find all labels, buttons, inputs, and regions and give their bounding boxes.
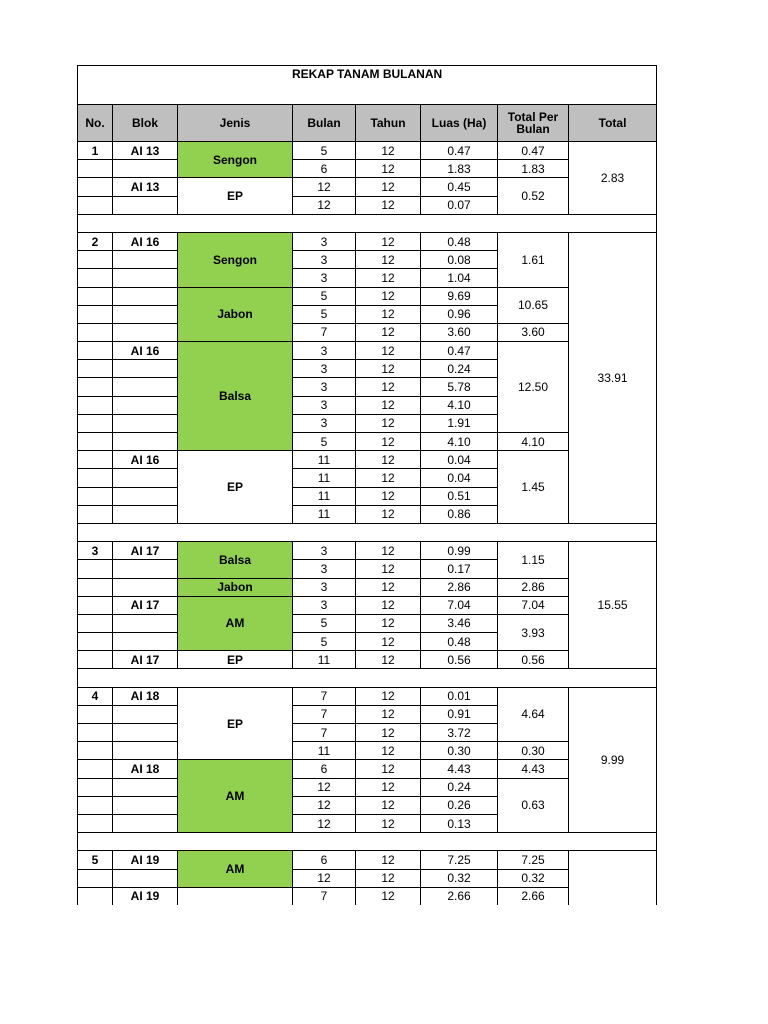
cell-blok: AI 16: [113, 342, 178, 360]
cell-bulan: 11: [293, 651, 356, 669]
cell-blok: [113, 742, 178, 760]
cell-blok: AI 16: [113, 232, 178, 250]
cell-total: 15.55: [569, 542, 657, 669]
cell-bulan: 6: [293, 160, 356, 178]
cell-luas: 1.91: [421, 414, 498, 432]
cell-no: [78, 633, 113, 651]
cell-no: [78, 160, 113, 178]
cell-no: [78, 814, 113, 832]
cell-tahun: 12: [356, 778, 421, 796]
cell-blok: [113, 433, 178, 451]
cell-blok: [113, 633, 178, 651]
cell-blok: [113, 360, 178, 378]
cell-no: [78, 560, 113, 578]
cell-no: [78, 887, 113, 905]
cell-bulan: 12: [293, 796, 356, 814]
cell-blok: AI 17: [113, 651, 178, 669]
cell-tahun: 12: [356, 578, 421, 596]
cell-luas: 0.08: [421, 251, 498, 269]
cell-luas: 0.30: [421, 742, 498, 760]
cell-blok: AI 19: [113, 851, 178, 869]
table-row: [78, 851, 657, 869]
cell-tahun: 12: [356, 323, 421, 341]
header-blok: Blok: [113, 105, 178, 142]
cell-tahun: 12: [356, 232, 421, 250]
cell-blok: AI 13: [113, 142, 178, 160]
cell-tahun: 12: [356, 451, 421, 469]
cell-blok: AI 18: [113, 687, 178, 705]
cell-luas: 0.47: [421, 142, 498, 160]
spacer-cell: [78, 669, 657, 687]
cell-luas: 0.96: [421, 305, 498, 323]
header-bulan: Bulan: [293, 105, 356, 142]
cell-luas: 0.48: [421, 633, 498, 651]
spacer-row: [78, 833, 657, 851]
cell-luas: 0.51: [421, 487, 498, 505]
cell-tahun: 12: [356, 796, 421, 814]
cell-no: [78, 705, 113, 723]
spacer-row: [78, 214, 657, 232]
cell-no: 2: [78, 232, 113, 250]
cell-tahun: 12: [356, 142, 421, 160]
cell-bulan: 3: [293, 232, 356, 250]
cell-luas: 0.17: [421, 560, 498, 578]
cell-bulan: 7: [293, 323, 356, 341]
cell-no: 4: [78, 687, 113, 705]
cell-tahun: 12: [356, 869, 421, 887]
cell-luas: 2.86: [421, 578, 498, 596]
cell-no: [78, 869, 113, 887]
cell-blok: [113, 305, 178, 323]
table-row: [78, 232, 657, 250]
cell-total-per-bulan: 4.64: [498, 687, 569, 742]
spacer-row: [78, 523, 657, 541]
cell-no: [78, 342, 113, 360]
cell-bulan: 7: [293, 705, 356, 723]
cell-bulan: 5: [293, 433, 356, 451]
header-luas: Luas (Ha): [421, 105, 498, 142]
cell-luas: 0.91: [421, 705, 498, 723]
cell-jenis: EP: [178, 451, 293, 524]
cell-luas: 0.26: [421, 796, 498, 814]
cell-tahun: 12: [356, 396, 421, 414]
cell-luas: 0.45: [421, 178, 498, 196]
cell-tahun: 12: [356, 633, 421, 651]
cell-tahun: 12: [356, 251, 421, 269]
cell-tahun: 12: [356, 742, 421, 760]
cell-total-per-bulan: 1.83: [498, 160, 569, 178]
cell-bulan: 11: [293, 487, 356, 505]
cell-tahun: 12: [356, 196, 421, 214]
cell-luas: 0.24: [421, 778, 498, 796]
cell-luas: 3.60: [421, 323, 498, 341]
cell-tahun: 12: [356, 596, 421, 614]
cell-no: [78, 487, 113, 505]
cell-bulan: 12: [293, 178, 356, 196]
cell-total-per-bulan: 10.65: [498, 287, 569, 323]
cell-no: [78, 578, 113, 596]
cell-no: [78, 378, 113, 396]
cell-blok: [113, 724, 178, 742]
cell-luas: 0.13: [421, 814, 498, 832]
cell-no: 1: [78, 142, 113, 160]
cell-no: [78, 614, 113, 632]
cell-total-per-bulan: 0.56: [498, 651, 569, 669]
cell-tahun: 12: [356, 378, 421, 396]
cell-bulan: 3: [293, 342, 356, 360]
cell-tahun: 12: [356, 178, 421, 196]
cell-blok: [113, 287, 178, 305]
cell-tahun: 12: [356, 651, 421, 669]
cell-jenis: [178, 887, 293, 905]
cell-luas: 0.04: [421, 451, 498, 469]
cell-luas: 0.01: [421, 687, 498, 705]
cell-jenis: AM: [178, 596, 293, 651]
cell-tahun: 12: [356, 705, 421, 723]
cell-total-per-bulan: 1.45: [498, 451, 569, 524]
cell-total-per-bulan: 0.32: [498, 869, 569, 887]
cell-bulan: 3: [293, 542, 356, 560]
cell-jenis: Balsa: [178, 342, 293, 451]
cell-total-per-bulan: 2.86: [498, 578, 569, 596]
cell-tahun: 12: [356, 760, 421, 778]
cell-blok: [113, 414, 178, 432]
cell-tahun: 12: [356, 487, 421, 505]
cell-tahun: 12: [356, 505, 421, 523]
cell-tahun: 12: [356, 269, 421, 287]
cell-luas: 9.69: [421, 287, 498, 305]
cell-tahun: 12: [356, 342, 421, 360]
cell-bulan: 5: [293, 614, 356, 632]
cell-tahun: 12: [356, 305, 421, 323]
cell-luas: 0.48: [421, 232, 498, 250]
header-tahun: Tahun: [356, 105, 421, 142]
cell-tahun: 12: [356, 560, 421, 578]
cell-jenis: Sengon: [178, 232, 293, 287]
cell-tahun: 12: [356, 433, 421, 451]
cell-no: [78, 469, 113, 487]
cell-bulan: 12: [293, 778, 356, 796]
cell-blok: [113, 560, 178, 578]
cell-blok: AI 18: [113, 760, 178, 778]
cell-bulan: 7: [293, 687, 356, 705]
cell-luas: 0.56: [421, 651, 498, 669]
cell-total: 2.83: [569, 142, 657, 215]
cell-blok: [113, 469, 178, 487]
cell-luas: 7.25: [421, 851, 498, 869]
cell-blok: AI 19: [113, 887, 178, 905]
cell-no: [78, 287, 113, 305]
cell-blok: [113, 778, 178, 796]
cell-blok: [113, 323, 178, 341]
cell-bulan: 12: [293, 814, 356, 832]
cell-bulan: 3: [293, 251, 356, 269]
header-no: No.: [78, 105, 113, 142]
header-total-per-bulan: Total Per Bulan: [498, 105, 569, 142]
cell-bulan: 11: [293, 505, 356, 523]
cell-no: [78, 651, 113, 669]
cell-no: [78, 269, 113, 287]
cell-total-per-bulan: 7.04: [498, 596, 569, 614]
cell-total-per-bulan: 0.47: [498, 142, 569, 160]
cell-bulan: 5: [293, 633, 356, 651]
cell-tahun: 12: [356, 287, 421, 305]
cell-bulan: 5: [293, 287, 356, 305]
cell-no: [78, 396, 113, 414]
cell-bulan: 6: [293, 760, 356, 778]
cell-blok: [113, 705, 178, 723]
cell-total-per-bulan: 0.63: [498, 778, 569, 833]
cell-bulan: 3: [293, 578, 356, 596]
cell-jenis: EP: [178, 651, 293, 669]
cell-blok: [113, 396, 178, 414]
cell-no: [78, 796, 113, 814]
cell-bulan: 7: [293, 724, 356, 742]
cell-tahun: 12: [356, 887, 421, 905]
cell-no: [78, 251, 113, 269]
cell-bulan: 3: [293, 396, 356, 414]
table-row: [78, 542, 657, 560]
cell-no: [78, 596, 113, 614]
table-row: [78, 687, 657, 705]
cell-tahun: 12: [356, 687, 421, 705]
cell-tahun: 12: [356, 469, 421, 487]
cell-bulan: 11: [293, 742, 356, 760]
cell-bulan: 12: [293, 196, 356, 214]
cell-bulan: 3: [293, 360, 356, 378]
cell-tahun: 12: [356, 160, 421, 178]
cell-no: [78, 451, 113, 469]
cell-luas: 2.66: [421, 887, 498, 905]
recap-body: [78, 142, 657, 906]
cell-luas: 1.83: [421, 160, 498, 178]
cell-luas: 3.46: [421, 614, 498, 632]
cell-jenis: AM: [178, 851, 293, 887]
cell-blok: [113, 796, 178, 814]
cell-bulan: 5: [293, 142, 356, 160]
cell-luas: 1.04: [421, 269, 498, 287]
cell-tahun: 12: [356, 614, 421, 632]
cell-luas: 0.04: [421, 469, 498, 487]
cell-blok: [113, 578, 178, 596]
cell-bulan: 11: [293, 469, 356, 487]
recap-table: [77, 65, 657, 905]
cell-no: [78, 305, 113, 323]
cell-luas: 0.86: [421, 505, 498, 523]
cell-total: 9.99: [569, 687, 657, 833]
header-jenis: Jenis: [178, 105, 293, 142]
cell-blok: [113, 505, 178, 523]
header-row: [78, 105, 657, 142]
cell-blok: [113, 869, 178, 887]
cell-bulan: 5: [293, 305, 356, 323]
cell-luas: 0.99: [421, 542, 498, 560]
cell-total-per-bulan: 1.61: [498, 232, 569, 287]
cell-jenis: Jabon: [178, 578, 293, 596]
cell-tahun: 12: [356, 542, 421, 560]
cell-luas: 4.10: [421, 433, 498, 451]
spacer-row: [78, 669, 657, 687]
cell-luas: 0.24: [421, 360, 498, 378]
cell-luas: 4.10: [421, 396, 498, 414]
cell-bulan: 3: [293, 560, 356, 578]
cell-no: [78, 414, 113, 432]
cell-tahun: 12: [356, 814, 421, 832]
cell-no: [78, 196, 113, 214]
cell-luas: 4.43: [421, 760, 498, 778]
cell-no: [78, 323, 113, 341]
cell-tahun: 12: [356, 851, 421, 869]
cell-total-per-bulan: 0.30: [498, 742, 569, 760]
cell-jenis: Jabon: [178, 287, 293, 342]
sheet-title: REKAP TANAM BULANAN: [78, 66, 657, 105]
cell-tahun: 12: [356, 414, 421, 432]
cell-blok: [113, 160, 178, 178]
table-row: [78, 142, 657, 160]
cell-blok: AI 13: [113, 178, 178, 196]
cell-bulan: 3: [293, 269, 356, 287]
cell-luas: 7.04: [421, 596, 498, 614]
cell-blok: [113, 614, 178, 632]
cell-luas: 3.72: [421, 724, 498, 742]
cell-blok: [113, 251, 178, 269]
spacer-cell: [78, 214, 657, 232]
cell-total-per-bulan: 3.60: [498, 323, 569, 341]
cell-luas: 0.07: [421, 196, 498, 214]
cell-blok: [113, 814, 178, 832]
cell-tahun: 12: [356, 724, 421, 742]
cell-jenis: AM: [178, 760, 293, 833]
cell-no: [78, 760, 113, 778]
cell-blok: [113, 196, 178, 214]
cell-no: 5: [78, 851, 113, 869]
cell-blok: [113, 269, 178, 287]
cell-bulan: 12: [293, 869, 356, 887]
cell-no: 3: [78, 542, 113, 560]
cell-bulan: 3: [293, 414, 356, 432]
cell-bulan: 3: [293, 596, 356, 614]
cell-no: [78, 724, 113, 742]
cell-total-per-bulan: 7.25: [498, 851, 569, 869]
cell-blok: [113, 487, 178, 505]
cell-blok: AI 17: [113, 596, 178, 614]
cell-total-per-bulan: 0.52: [498, 178, 569, 214]
cell-jenis: EP: [178, 687, 293, 760]
cell-no: [78, 178, 113, 196]
cell-no: [78, 360, 113, 378]
cell-jenis: EP: [178, 178, 293, 214]
cell-blok: AI 16: [113, 451, 178, 469]
cell-no: [78, 778, 113, 796]
cell-blok: AI 17: [113, 542, 178, 560]
cell-no: [78, 433, 113, 451]
cell-total-per-bulan: 1.15: [498, 542, 569, 578]
cell-total-per-bulan: 4.43: [498, 760, 569, 778]
cell-total-per-bulan: 12.50: [498, 342, 569, 433]
cell-total: 33.91: [569, 232, 657, 523]
cell-total-per-bulan: 4.10: [498, 433, 569, 451]
header-total: Total: [569, 105, 657, 142]
spacer-cell: [78, 523, 657, 541]
cell-tahun: 12: [356, 360, 421, 378]
cell-bulan: 6: [293, 851, 356, 869]
cell-blok: [113, 378, 178, 396]
cell-jenis: Balsa: [178, 542, 293, 578]
cell-no: [78, 742, 113, 760]
cell-jenis: Sengon: [178, 142, 293, 178]
cell-total-per-bulan: 2.66: [498, 887, 569, 905]
cell-total: [569, 851, 657, 905]
cell-luas: 0.47: [421, 342, 498, 360]
cell-bulan: 11: [293, 451, 356, 469]
cell-luas: 0.32: [421, 869, 498, 887]
cell-no: [78, 505, 113, 523]
spacer-cell: [78, 833, 657, 851]
recap-sheet: [77, 65, 657, 905]
cell-bulan: 7: [293, 887, 356, 905]
cell-total-per-bulan: 3.93: [498, 614, 569, 650]
cell-bulan: 3: [293, 378, 356, 396]
cell-luas: 5.78: [421, 378, 498, 396]
